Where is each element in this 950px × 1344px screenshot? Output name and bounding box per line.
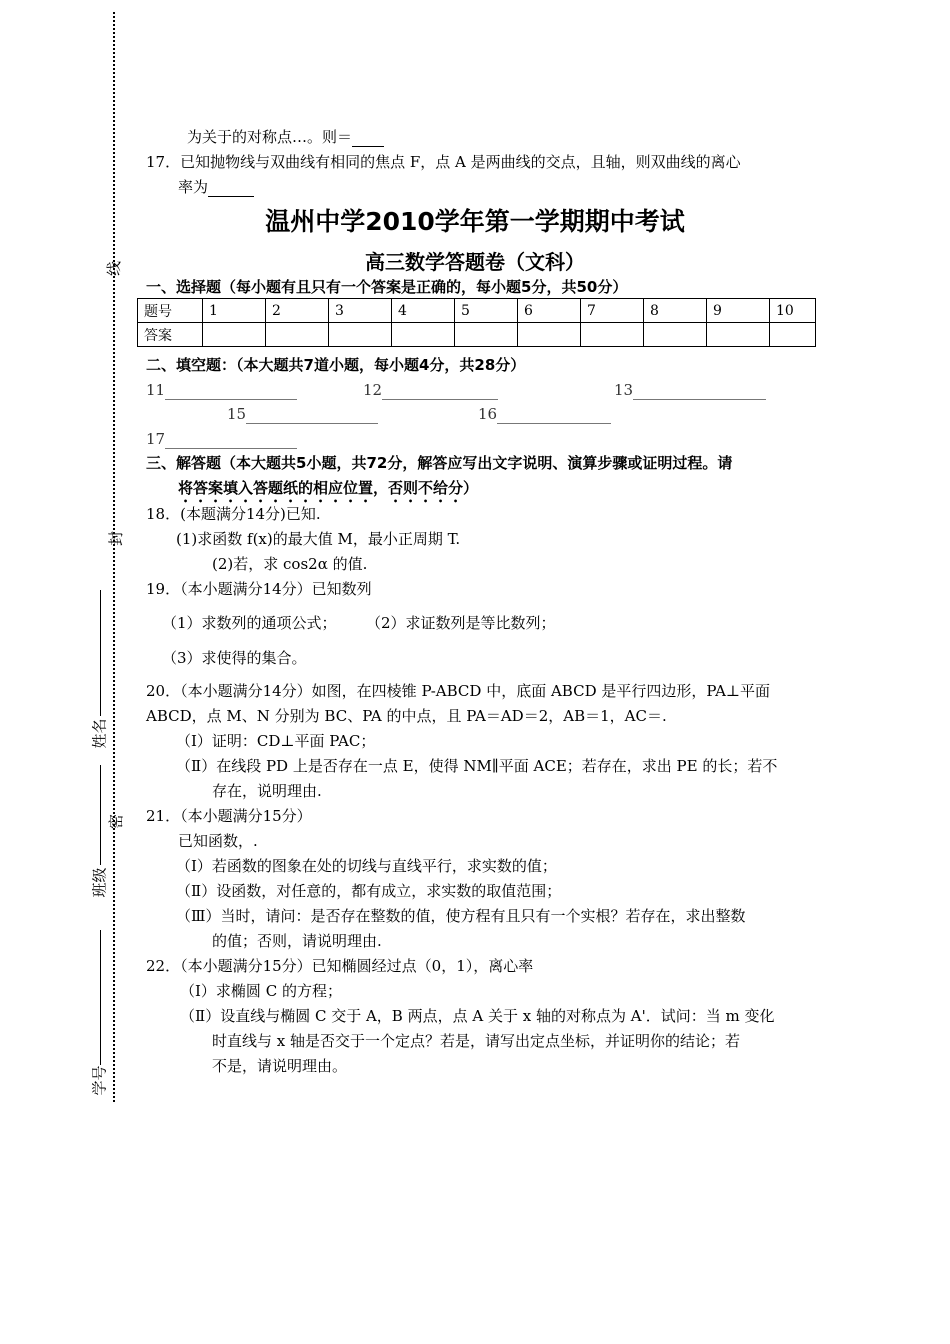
name-blank-line (100, 590, 101, 716)
fill-blank[interactable] (246, 405, 378, 424)
q16-tail (187, 126, 384, 147)
answer-cell[interactable] (581, 323, 644, 347)
fill-blank[interactable] (382, 381, 498, 400)
question-number-cell: 8 (644, 299, 707, 323)
q19-part2: （2）求证数列是等比数列； (366, 614, 556, 632)
q17-tail (178, 176, 254, 197)
q20-stem-line1: 20．（本小题满分14分）如图，在四棱锥 P-ABCD 中，底面 ABCD 是平行四边形，PA⊥平面 (146, 682, 771, 700)
question-number-cell: 5 (455, 299, 518, 323)
exam-subtitle: 高三数学答题卷（文科） (365, 250, 585, 274)
fill-number: 13 (614, 381, 634, 399)
fill-item-12 (363, 381, 498, 400)
answer-cell[interactable] (770, 323, 816, 347)
q22-part2-line2: 时直线与 x 轴是否交于一个定点？若是，请写出定点坐标，并证明你的结论；若 (212, 1032, 740, 1050)
answer-cell[interactable] (518, 323, 581, 347)
table-row (138, 299, 816, 323)
margin-line-label: 线 (105, 260, 124, 277)
q20-stem-line2: ABCD，点 M、N 分别为 BC、PA 的中点，且 PA＝AD＝2，AB＝1，AC＝. (146, 707, 667, 725)
fill-blank[interactable] (633, 381, 766, 400)
fill-number: 15 (227, 405, 247, 423)
section1-heading: 一、选择题（每小题有且只有一个答案是正确的，每小题5分，共50分） (146, 278, 628, 296)
q16-tail-text: 为关于的对称点…。则＝ (187, 128, 353, 146)
fill-number: 17 (146, 430, 166, 448)
q20-part1: （Ⅰ）证明：CD⊥平面 PAC； (176, 732, 376, 750)
question-number-cell: 4 (392, 299, 455, 323)
q18-stem: 18．(本题满分14分)已知. (146, 505, 321, 523)
answer-cell[interactable] (329, 323, 392, 347)
q19-stem: 19．（本小题满分14分）已知数列 (146, 580, 372, 598)
q21-given: 已知函数，. (178, 832, 258, 850)
question-number-cell: 3 (329, 299, 392, 323)
fill-item-13 (614, 381, 766, 400)
q17-text: 17．已知抛物线与双曲线有相同的焦点 F，点 A 是两曲线的交点，且轴，则双曲线的离心 (146, 153, 741, 171)
question-number-cell: 10 (770, 299, 816, 323)
fill-number: 12 (363, 381, 383, 399)
answer-cell[interactable] (203, 323, 266, 347)
q22-part2-line3: 不是，请说明理由。 (212, 1057, 348, 1075)
fill-item-11 (146, 381, 297, 400)
q19-part1: （1）求数列的通项公式； (162, 614, 337, 632)
q16-answer-blank[interactable] (352, 128, 384, 147)
question-number-cell: 6 (518, 299, 581, 323)
question-number-cell: 9 (707, 299, 770, 323)
fill-item-17 (146, 430, 297, 449)
fill-number: 16 (478, 405, 498, 423)
q21-part1: （Ⅰ）若函数的图象在处的切线与直线平行，求实数的值； (176, 857, 557, 875)
section2-heading: 二、填空题：（本大题共7道小题，每小题4分，共28分） (146, 356, 526, 374)
section3-heading-line1: 三、解答题（本大题共5小题，共72分，解答应写出文字说明、演算步骤或证明过程。请 (146, 454, 733, 472)
binding-dotted-line (113, 12, 115, 1102)
fill-blank[interactable] (497, 405, 611, 424)
answer-cell[interactable] (266, 323, 329, 347)
question-number-cell: 7 (581, 299, 644, 323)
q22-stem: 22．（本小题满分15分）已知椭圆经过点（0，1），离心率 (146, 957, 534, 975)
q22-part2-line1: （Ⅱ）设直线与椭圆 C 交于 A，B 两点，点 A 关于 x 轴的对称点为 A'．试问：当 m 变化 (180, 1007, 775, 1025)
answer-cell[interactable] (455, 323, 518, 347)
fill-number: 11 (146, 381, 166, 399)
answer-cell[interactable] (644, 323, 707, 347)
margin-class-label: 班级 (90, 867, 109, 898)
choice-answer-table (137, 298, 816, 347)
fill-item-16 (478, 405, 611, 424)
section3-heading-line2: 将答案填入答题纸的相应位置，否则不给分） (178, 479, 479, 497)
answer-cell[interactable] (392, 323, 455, 347)
question-number-cell: 2 (266, 299, 329, 323)
q18-part1: (1)求函数 f(x)的最大值 M，最小正周期 T. (176, 530, 461, 548)
fill-item-15 (227, 405, 378, 424)
margin-seal-label: 封 (107, 530, 126, 547)
q17-answer-blank[interactable] (208, 178, 254, 197)
question-number-cell: 1 (203, 299, 266, 323)
row-label-answer: 答案 (138, 323, 203, 347)
fill-blank[interactable] (165, 430, 297, 449)
q17-tail-text: 率为 (178, 178, 209, 196)
class-blank-line (100, 765, 101, 865)
q21-part3-line2: 的值；否则，请说明理由. (212, 932, 382, 950)
q21-stem: 21．（本小题满分15分） (146, 807, 312, 825)
margin-name-label: 姓名 (90, 718, 109, 749)
exam-title: 温州中学2010学年第一学期期中考试 (265, 207, 685, 236)
q18-part2: (2)若，求 cos2α 的值. (212, 555, 368, 573)
q20-part2-line2: 存在，说明理由. (212, 782, 322, 800)
margin-id-label: 学号 (90, 1065, 109, 1096)
q21-part3-line1: （Ⅲ）当时，请问：是否存在整数的值，使方程有且只有一个实根？若存在，求出整数 (176, 907, 746, 925)
q19-part3: （3）求使得的集合。 (162, 649, 307, 667)
row-label-number: 题号 (138, 299, 203, 323)
q21-part2: （Ⅱ）设函数，对任意的，都有成立，求实数的取值范围； (176, 882, 562, 900)
margin-secret-label: 密 (107, 813, 126, 830)
answer-cell[interactable] (707, 323, 770, 347)
table-row (138, 323, 816, 347)
q22-part1: （Ⅰ）求椭圆 C 的方程； (180, 982, 342, 1000)
id-blank-line (100, 930, 101, 1065)
q20-part2-line1: （Ⅱ）在线段 PD 上是否存在一点 E，使得 NM∥平面 ACE；若存在，求出 PE 的长；若不 (176, 757, 778, 775)
fill-blank[interactable] (165, 381, 297, 400)
